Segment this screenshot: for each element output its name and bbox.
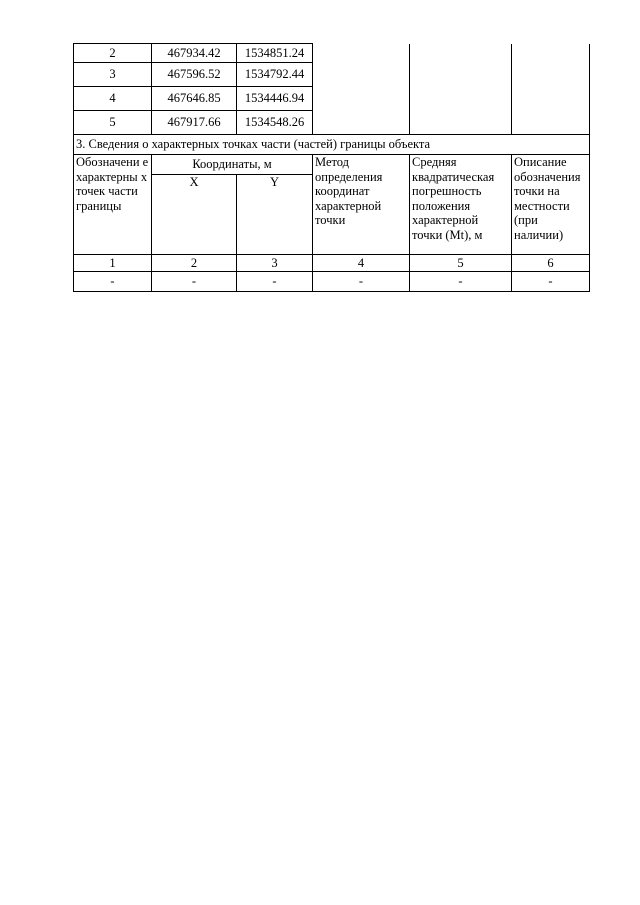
- header-x: X: [152, 175, 237, 255]
- empty-value: -: [512, 272, 590, 292]
- column-number: 6: [512, 255, 590, 272]
- boundary-points-table: [73, 43, 590, 292]
- header-y: Y: [237, 175, 313, 255]
- coord-y: 1534792.44: [237, 63, 313, 87]
- coord-y: 1534548.26: [237, 111, 313, 135]
- point-number: 3: [74, 63, 152, 87]
- empty-value: -: [152, 272, 237, 292]
- table-row: [74, 44, 590, 63]
- table-row: [74, 272, 590, 292]
- empty-value: -: [313, 272, 410, 292]
- section-row: [74, 135, 590, 155]
- header-description: Описание обозначения точки на местности (при наличии): [512, 155, 590, 255]
- section-title: 3. Сведения о характерных точках части (частей) границы объекта: [74, 135, 590, 155]
- coord-y: 1534446.94: [237, 87, 313, 111]
- coord-x: 467934.42: [152, 44, 237, 63]
- column-number: 1: [74, 255, 152, 272]
- point-number: 2: [74, 44, 152, 63]
- coord-y: 1534851.24: [237, 44, 313, 63]
- column-number: 4: [313, 255, 410, 272]
- point-number: 4: [74, 87, 152, 111]
- header-method: Метод определения координат характерной точки: [313, 155, 410, 255]
- empty-value: -: [74, 272, 152, 292]
- coord-x: 467646.85: [152, 87, 237, 111]
- column-number: 5: [410, 255, 512, 272]
- header-point-designation: Обозначени е характерны х точек части границы: [74, 155, 152, 255]
- coord-x: 467917.66: [152, 111, 237, 135]
- column-number: 2: [152, 255, 237, 272]
- column-number-row: [74, 255, 590, 272]
- empty-value: -: [237, 272, 313, 292]
- empty-value: -: [410, 272, 512, 292]
- empty-cell: [410, 44, 512, 135]
- empty-cell: [512, 44, 590, 135]
- empty-cell: [313, 44, 410, 135]
- coord-x: 467596.52: [152, 63, 237, 87]
- header-row: [74, 155, 590, 175]
- header-coordinates: Координаты, м: [152, 155, 313, 175]
- point-number: 5: [74, 111, 152, 135]
- header-accuracy: Средняя квадратическая погрешность положения характерной точки (Mt), м: [410, 155, 512, 255]
- column-number: 3: [237, 255, 313, 272]
